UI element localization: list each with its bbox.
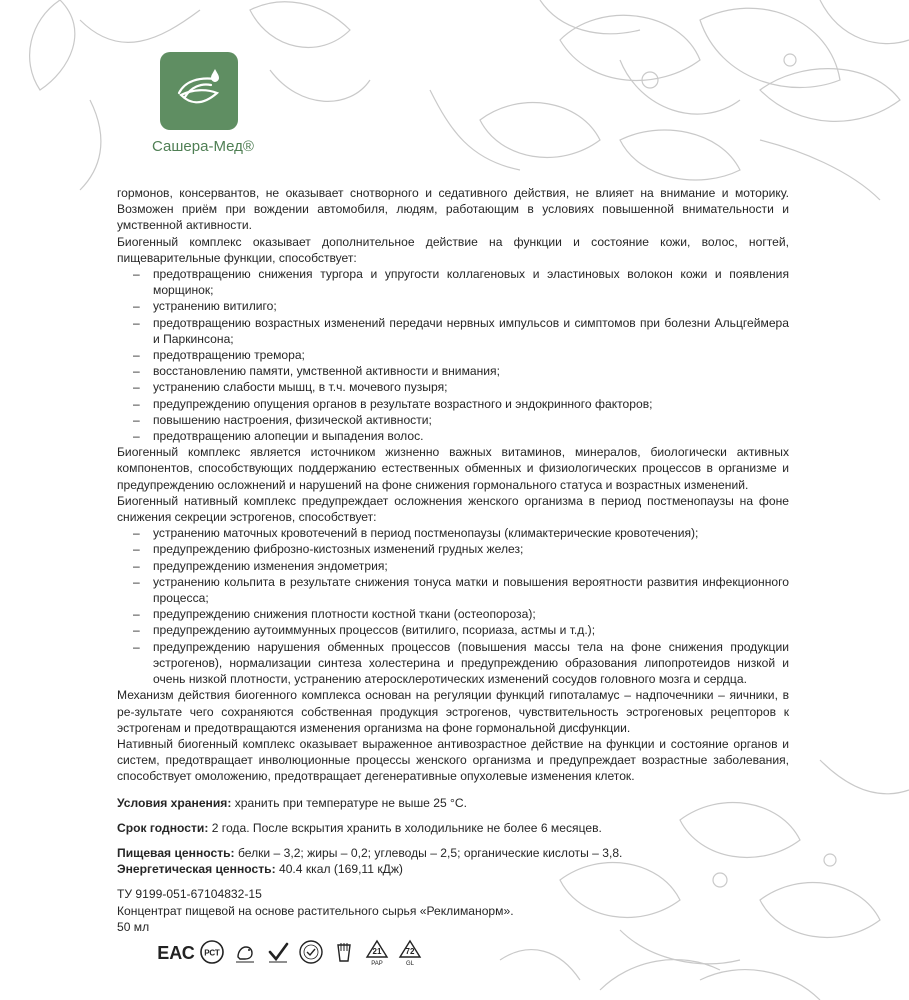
benefit-list (117, 525, 789, 687)
shelf-life: Срок годности: 2 года. После вскрытия хранить в холодильнике не более 6 месяцев. (117, 820, 602, 835)
list-item: – предупреждению изменения эндометрия; (117, 558, 789, 574)
description-body (117, 185, 789, 785)
list-item: – устранению кольпита в результате снижения тонуса матки и повышения вероятности развития инфекционного процесса; (117, 574, 789, 606)
svg-text:21: 21 (372, 947, 382, 956)
svg-text:РСТ: РСТ (204, 948, 220, 958)
eac-mark (157, 941, 195, 963)
concentrate-description: Концентрат пищевой на основе растительного сырья «Реклиманорм». (117, 903, 514, 918)
storage-conditions: Условия хранения: хранить при температуре не выше 25 °С. (117, 795, 467, 810)
list-item: – предотвращению снижения тургора и упругости коллагеновых и эластиновых волокон кожи и появления морщинок; (117, 266, 789, 298)
brand-logo (160, 52, 238, 130)
svg-text:ЕАС: ЕАС (157, 943, 195, 963)
svg-text:PAP: PAP (371, 961, 383, 967)
svg-text:GL: GL (405, 961, 415, 967)
certification-marks (157, 938, 423, 967)
brand-name: Сашера-Мед® (152, 138, 254, 155)
volume: 50 мл (117, 919, 150, 934)
list-item: – устранению витилиго; (117, 298, 789, 314)
body-paragraph: Биогенный комплекс оказывает дополнительное действие на функции и состояние кожи, волос, ногтей, пищеварительные функции, способствует: (117, 234, 789, 265)
recycle-21-icon (364, 938, 390, 966)
not-tested-on-animals-icon (232, 939, 258, 965)
product-description (117, 185, 789, 935)
body-paragraph: Биогенный комплекс является источником жизненно важных витаминов, минералов, биологически активных компонентов, способствующих поддержанию естественных обменных и физиологических процессов в организме и предупреждению осложнений и нарушений на фоне снижения гормонального статуса и возрастных изменений. (117, 445, 789, 492)
body-paragraph: Механизм действия биогенного комплекса основан на регуляции функций гипоталамус – надпочечники – яичники, в ре-зультате чего сохраняются собственная продукция эстрогенов, чувствительность эстрогеновых рецепторов к эстрогенам и предотвращаются изменения организма на фоне гормональной дисфункции. (117, 688, 789, 735)
body-paragraph: Нативный биогенный комплекс оказывает выраженное антивозрастное действие на функции и состояние органов и систем, предотвращает инволюционные процессы женского организма и предупреждает возрастные заболевания, способствует омоложению, предотвращает дегенеративные опухолевые изменения клеток. (117, 736, 789, 784)
list-item: – предотвращению возрастных изменений передачи нервных импульсов и симптомов при болезни Альцгеймера и Паркинсона; (117, 315, 789, 347)
list-item: – предупреждению снижения плотности костной ткани (остеопороза); (117, 606, 789, 622)
tech-spec: ТУ 9199-051-67104832-15 (117, 887, 262, 902)
eco-product-icon (265, 939, 291, 965)
list-item: – повышению настроения, физической активности; (117, 412, 789, 428)
body-paragraph: Биогенный нативный комплекс предупреждает осложнения женского организма в период постменопаузы на фоне снижения секреции эстрогенов, способствует: (117, 493, 789, 525)
list-item: – предупреждению опущения органов в результате возрастного и эндокринного факторов; (117, 396, 789, 412)
list-item: – предупреждению нарушения обменных процессов (повышения массы тела на фоне снижения продукции эстрогенов), нормализации синтеза холестерина и предупреждению образования липопротеидов низкой и очень низкой плотности, устранению атеросклеротических изменений сосудов головного мозга и сердца. (117, 639, 789, 688)
body-paragraph: гормонов, консервантов, не оказывает снотворного и седативного действия, не влияет на внимание и моторику. Возможен приём при вождении автомобиля, людям, работающим в условиях повышенной внимательности и умственной активности. (117, 186, 789, 233)
list-item: – предотвращению тремора; (117, 347, 789, 363)
energy-value: Энергетическая ценность: 40.4 ккал (169,11 кДж) (117, 862, 403, 877)
list-item: – предупреждению фиброзно-кистозных изменений грудных желез; (117, 541, 789, 557)
svg-text:72: 72 (405, 947, 415, 956)
leaf-drop-icon (171, 63, 227, 119)
list-item: – предотвращению алопеции и выпадения волос. (117, 428, 789, 444)
nutrition-value: Пищевая ценность: белки – 3,2; жиры – 0,2; углеводы – 2,5; органические кислоты – 3,8. (117, 845, 623, 860)
product-info (117, 795, 789, 935)
food-safe-icon (331, 939, 357, 965)
pct-mark (199, 939, 225, 965)
recycle-72-icon (397, 938, 423, 966)
list-item: – восстановлению памяти, умственной активности и внимания; (117, 363, 789, 379)
list-item: – устранению маточных кровотечений в период постменопаузы (климактерические кровотечения); (117, 525, 789, 541)
quality-seal-icon (298, 939, 324, 965)
list-item: – устранению слабости мышц, в т.ч. мочевого пузыря; (117, 379, 789, 395)
benefit-list (117, 266, 789, 444)
list-item: – предупреждению аутоиммунных процессов (витилиго, псориаза, астмы и т.д.); (117, 622, 789, 638)
